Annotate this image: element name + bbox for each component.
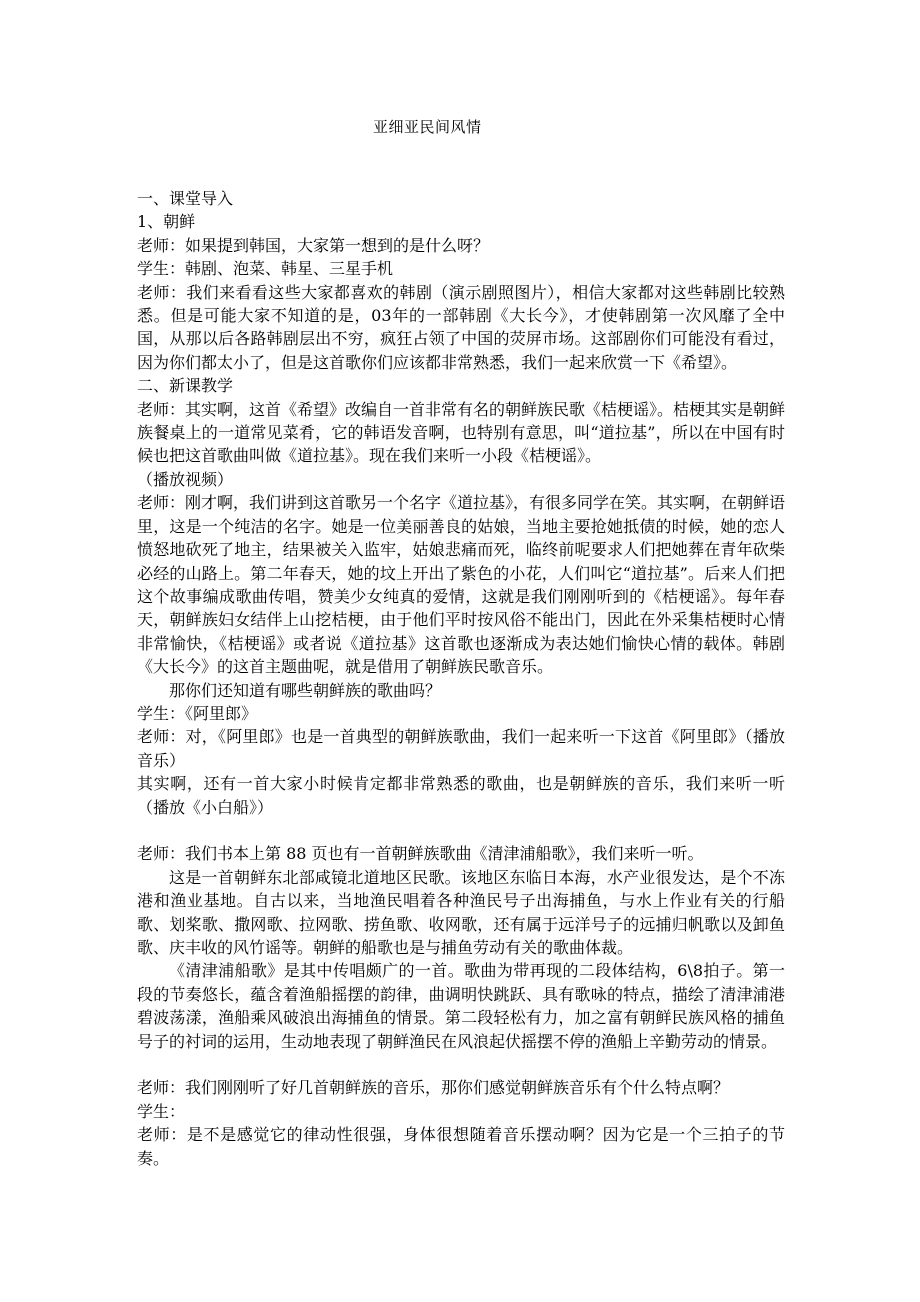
section-heading-intro: 一、课堂导入 [137,189,234,208]
section-heading-new-lesson: 二、新课教学 [137,376,234,396]
document-body [137,187,785,1170]
dialogue-paragraph: 老师：是不是感觉它的律动性很强，身体很想随着音乐摆动啊？因为它是一个三拍子的节奏。 [137,1125,785,1168]
blank-line [137,819,785,842]
blank-line [137,1053,785,1076]
body-paragraph: 《清津浦船歌》是其中传唱颇广的一首。歌曲为带再现的二段体结构，6\8拍子。第一段的节奏悠长，蕴含着渔船摇摆的韵律，曲调明快跳跃、具有歌咏的特点，描绘了清津浦港碧波荡漾，渔船乘风破浪出海捕鱼的情景。第二段轻松有力，加之富有朝鲜民族风格的捕鱼号子的衬词的运用，生动地表现了朝鲜渔民在风浪起伏摇摆不停的渔船上辛勤劳动的情景。 [137,961,785,1051]
body-paragraph: 其实啊，还有一首大家小时候肯定都非常熟悉的歌曲，也是朝鲜族的音乐，我们来听一听（播放《小白船》） [137,774,785,817]
dialogue-paragraph: 老师：我们刚刚听了好几首朝鲜族的音乐，那你们感觉朝鲜族音乐有个什么特点啊？ [137,1078,730,1098]
subsection-heading-korea: 1、朝鲜 [137,212,196,232]
body-paragraph: 这是一首朝鲜东北部咸镜北道地区民歌。该地区东临日本海，水产业很发达，是个不冻港和渔业基地。自古以来，当地渔民唱着各种渔民号子出海捕鱼，与水上作业有关的行船歌、划桨歌、撒网歌、拉网歌、捞鱼歌、收网歌，还有属于远洋号子的远捕归帆歌以及卸鱼歌、庆丰收的风竹谣等。朝鲜的船歌也是与捕鱼劳动有关的歌曲体裁。 [137,867,785,957]
dialogue-paragraph: 老师：刚才啊，我们讲到这首歌另一个名字《道拉基》，有很多同学在笑。其实啊，在朝鲜语里，这是一个纯洁的名字。她是一位美丽善良的姑娘，当地主要抢她抵债的时候，她的恋人愤怒地砍死了地主，结果被关入监牢，姑娘悲痛而死，临终前呢要求人们把她葬在青年砍柴必经的山路上。第二年春天，她的坟上开出了紫色的小花，人们叫它“道拉基”。后来人们把这个故事编成歌曲传唱，赞美少女纯真的爱情，这就是我们刚刚听到的《桔梗谣》。每年春天，朝鲜族妇女结伴上山挖桔梗，由于他们平时按风俗不能出门，因此在外采集桔梗时心情非常愉快，《桔梗谣》或者说《道拉基》这首歌也逐渐成为表达她们愉快心情的载体。韩剧《大长今》的这首主题曲呢，就是借用了朝鲜族民歌音乐。 [137,493,786,677]
question-paragraph: 那你们还知道有哪些朝鲜族的歌曲吗？ [169,680,442,700]
dialogue-paragraph: 老师：我们书本上第 88 页也有一首朝鲜族歌曲《清津浦船歌》，我们来听一听。 [137,844,704,864]
dialogue-paragraph: 老师：如果提到韩国，大家第一想到的是什么呀？ [137,235,490,255]
document-title: 亚细亚民间风情 [373,118,482,136]
dialogue-paragraph: 学生：韩剧、泡菜、韩星、三星手机 [137,259,394,279]
stage-direction: （播放视频） [137,469,234,489]
dialogue-paragraph: 老师：对，《阿里郎》也是一首典型的朝鲜族歌曲，我们一起来听一下这首《阿里郎》（播放音乐） [137,727,785,770]
dialogue-paragraph: 老师：其实啊，这首《希望》改编自一首非常有名的朝鲜族民歌《桔梗谣》。桔梗其实是朝鲜族餐桌上的一道常见菜肴，它的韩语发音啊，也特别有意思，叫“道拉基”，所以在中国有时候也把这首歌曲叫做《道拉基》。现在我们来听一小段《桔梗谣》。 [137,399,786,466]
dialogue-paragraph: 老师：我们来看看这些大家都喜欢的韩剧（演示剧照图片），相信大家都对这些韩剧比较熟悉。但是可能大家不知道的是，03年的一部韩剧《大长今》，才使韩剧第一次风靡了全中国，从那以后各路韩剧层出不穷，疯狂占领了中国的荧屏市场。这部剧你们可能没有看过，因为你们都太小了，但是这首歌你们应该都非常熟悉，我们一起来欣赏一下《希望》。 [137,282,785,372]
dialogue-paragraph: 学生： [137,1101,186,1121]
dialogue-paragraph: 学生：《阿里郎》 [137,703,258,723]
